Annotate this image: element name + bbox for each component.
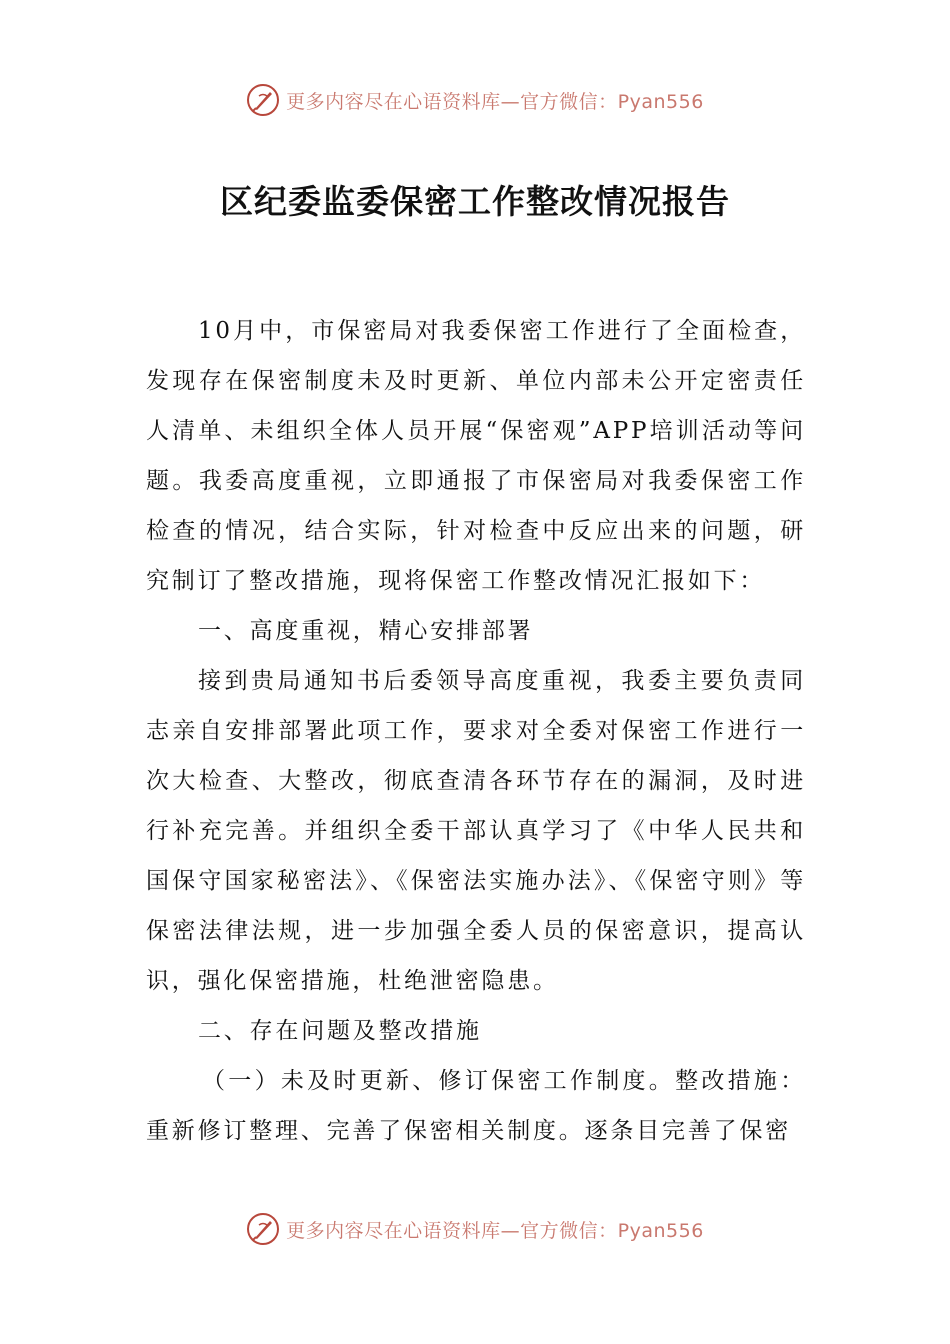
document-title: 区纪委监委保密工作整改情况报告 [220,182,730,221]
document-body [146,306,806,1156]
section-1-paragraph: 接到贵局通知书后委领导高度重视，我委主要负责同志亲自安排部署此项工作，要求对全委对保密工作进行一次大检查、大整改，彻底查清各环节存在的漏洞，及时进行补充完善。并组织全委干部认真学习了《中华人民共和国保守国家秘密法》、《保密法实施办法》、《保密守则》等保密法律法规，进一步加强全委人员的保密意识，提高认识，强化保密措施，杜绝泄密隐患。 [146,668,806,994]
intro-paragraph: 10月中，市保密局对我委保密工作进行了全面检查，发现存在保密制度未及时更新、单位内部未公开定密责任人清单、未组织全体人员开展“保密观”APP培训活动等问题。我委高度重视，立即通报了市保密局对我委保密工作检查的情况，结合实际，针对检查中反应出来的问题，研究制订了整改措施，现将保密工作整改情况汇报如下： [146,318,806,594]
watermark-text: 更多内容尽在心语资料库—官方微信：Pyan556 [286,1219,704,1242]
quill-logo-icon [246,83,280,117]
section-heading-1: 一、高度重视，精心安排部署 [198,618,534,644]
section-heading-2: 二、存在问题及整改措施 [198,1018,482,1044]
quill-logo-icon [246,1212,280,1246]
footer-watermark-banner [0,1209,950,1249]
section-2-item-1-paragraph: （一）未及时更新、修订保密工作制度。整改措施：重新修订整理、完善了保密相关制度。逐条目完善了保密 [146,1068,806,1144]
watermark-text: 更多内容尽在心语资料库—官方微信：Pyan556 [286,90,704,113]
header-watermark-banner [0,80,950,120]
